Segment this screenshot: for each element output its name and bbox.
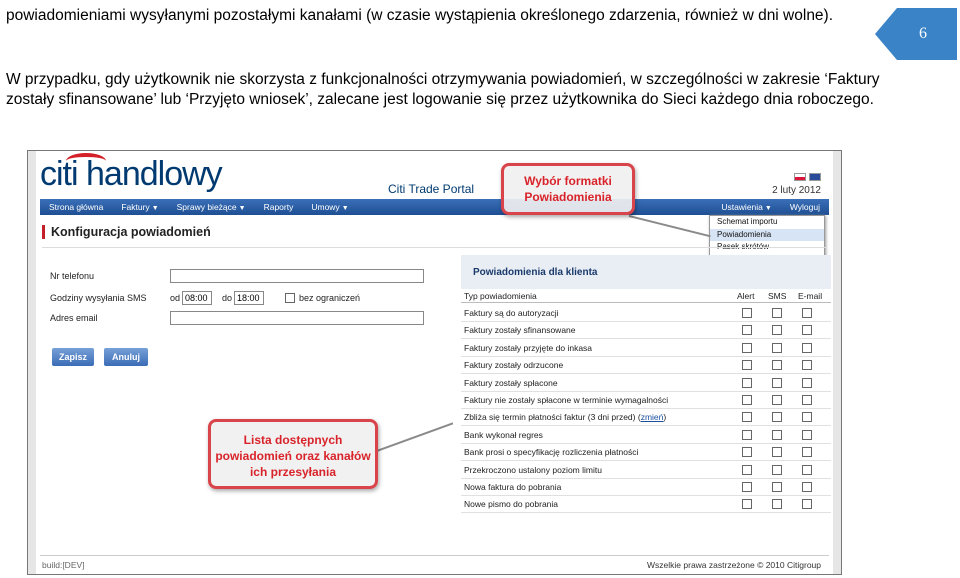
alert-checkbox[interactable] [742, 343, 752, 353]
menu-item-notifications[interactable]: Powiadomienia [710, 229, 824, 242]
table-row [461, 427, 831, 444]
table-row [461, 375, 831, 392]
row-label [464, 325, 576, 335]
alert-checkbox[interactable] [742, 482, 752, 492]
row-label-text: Nowa faktura do pobrania [464, 482, 562, 492]
row-label [464, 482, 561, 492]
callout-bottom-text: Lista dostępnych powiadomień oraz kanałów ich przesyłania [215, 433, 371, 479]
row-label-text: Faktury zostały sfinansowane [464, 325, 576, 336]
nav-contracts[interactable] [302, 202, 357, 212]
sms-checkbox[interactable] [772, 378, 782, 388]
cancel-button[interactable]: Anuluj [104, 348, 148, 366]
row-label-text: Bank wykonał regres [464, 429, 543, 440]
sms-checkbox[interactable] [772, 360, 782, 370]
nav-logout[interactable]: Wyloguj [789, 202, 820, 212]
email-checkbox[interactable] [802, 430, 812, 440]
sms-hours-label: Godziny wysyłania SMS [50, 293, 147, 303]
email-checkbox[interactable] [802, 499, 812, 509]
from-label: od [170, 293, 181, 303]
main-nav [40, 199, 829, 215]
alert-checkbox[interactable] [742, 499, 752, 509]
nav-invoices[interactable] [112, 202, 167, 212]
row-label [464, 430, 543, 440]
page-number: 6 [919, 25, 927, 42]
table-row [461, 479, 831, 496]
email-checkbox[interactable] [802, 325, 812, 335]
panel-title: Powiadomienia dla klienta [473, 267, 598, 278]
app-screenshot [27, 150, 842, 575]
save-button[interactable]: Zapisz [52, 348, 94, 366]
col-type: Typ powiadomienia [464, 291, 537, 301]
divider [42, 247, 827, 248]
english-flag-icon[interactable] [809, 173, 821, 181]
email-checkbox[interactable] [802, 395, 812, 405]
to-label: do [222, 293, 233, 303]
table-header [461, 291, 831, 303]
table-row [461, 305, 831, 322]
sms-checkbox[interactable] [772, 447, 782, 457]
row-label-text: Zbliża się termin płatności faktur (3 dni przed) [464, 412, 636, 423]
nav-current-matters[interactable] [168, 202, 255, 212]
row-label [464, 308, 558, 318]
alert-checkbox[interactable] [742, 378, 752, 388]
nav-settings[interactable] [712, 202, 781, 212]
email-checkbox[interactable] [802, 308, 812, 318]
row-label-text: Faktury nie zostały spłacone w terminie wymagalności [464, 395, 669, 405]
sms-checkbox[interactable] [772, 465, 782, 475]
row-label-text: Faktury zostały spłacone [464, 377, 558, 388]
row-label [464, 465, 602, 475]
email-checkbox[interactable] [802, 360, 812, 370]
email-checkbox[interactable] [802, 447, 812, 457]
callout-bottom [208, 419, 378, 489]
sms-checkbox[interactable] [772, 343, 782, 353]
nav-contracts-label: Umowy [311, 202, 340, 212]
current-date: 2 luty 2012 [772, 185, 821, 196]
row-label-text: Faktury zostały przyjęte do inkasa [464, 342, 593, 353]
phone-input[interactable] [170, 269, 424, 283]
email-checkbox[interactable] [802, 378, 812, 388]
no-limit-label: bez ograniczeń [299, 293, 361, 303]
chevron-down-icon: ▼ [764, 205, 772, 212]
paragraph-1: powiadomieniami wysyłanymi pozostałymi kanałami (w czasie wystąpienia określonego zdarzenia, również w dni wolne). [6, 7, 834, 24]
callout-top-text: Wybór formatki Powiadomienia [524, 174, 612, 204]
row-label [464, 343, 592, 353]
citi-logo [40, 155, 222, 194]
table-row [461, 462, 831, 479]
language-flags [791, 173, 821, 183]
row-label [464, 360, 563, 370]
row-label-text: Przekroczono ustalony poziom limitu [464, 464, 602, 475]
sms-checkbox[interactable] [772, 412, 782, 422]
nav-settings-label: Ustawienia [721, 202, 763, 212]
polish-flag-icon[interactable] [794, 173, 806, 181]
chevron-down-icon: ▼ [151, 205, 159, 212]
table-row [461, 340, 831, 357]
table-row [461, 392, 831, 409]
callout-top-pointer [629, 215, 711, 237]
email-input[interactable] [170, 311, 424, 325]
copyright: Wszelkie prawa zastrzeżone © 2010 Citigroup [647, 560, 821, 570]
callout-bottom-pointer [374, 422, 454, 453]
paragraph-2: W przypadku, gdy użytkownik nie skorzysta z funkcjonalności otrzymywania powiadomień, w szczególności w zakresie ‘Faktury zostały sfinansowane’ lub ‘Przyjęto wniosek’, zalecane jest logowanie się przez użytkownika do Sieci każdego dnia roboczego. [6, 71, 880, 108]
logo-text: citi handlowy [40, 155, 222, 193]
alert-checkbox[interactable] [742, 447, 752, 457]
chevron-down-icon: ▼ [341, 205, 349, 212]
table-row [461, 322, 831, 339]
sms-checkbox[interactable] [772, 325, 782, 335]
table-row [461, 444, 831, 461]
nav-home[interactable]: Strona główna [49, 202, 104, 212]
row-label [464, 395, 668, 405]
row-label [464, 447, 638, 457]
email-checkbox[interactable] [802, 482, 812, 492]
to-time-input[interactable] [234, 291, 264, 305]
email-label: Adres email [50, 313, 98, 323]
row-label [464, 378, 558, 388]
email-checkbox[interactable] [802, 412, 812, 422]
alert-checkbox[interactable] [742, 325, 752, 335]
alert-checkbox[interactable] [742, 430, 752, 440]
alert-checkbox[interactable] [742, 360, 752, 370]
nav-reports[interactable]: Raporty [263, 202, 294, 212]
row-label: Zbliża się termin płatności faktur (3 dni przed) (zmień) [464, 412, 667, 423]
page-number-badge [875, 8, 957, 60]
callout-top [501, 163, 635, 215]
table-row [461, 357, 831, 374]
alert-checkbox[interactable] [742, 465, 752, 475]
col-sms: SMS [768, 291, 787, 301]
sms-checkbox[interactable] [772, 499, 782, 509]
alert-checkbox[interactable] [742, 395, 752, 405]
email-checkbox[interactable] [802, 465, 812, 475]
alert-checkbox[interactable] [742, 412, 752, 422]
col-alert: Alert [737, 291, 755, 301]
portal-name: Citi Trade Portal [388, 182, 475, 196]
row-label [464, 499, 558, 509]
col-email: E-mail [798, 291, 823, 301]
row-label-text: Nowe pismo do pobrania [464, 499, 559, 510]
row-label-text: Faktury zostały odrzucone [464, 360, 564, 371]
no-limit-checkbox[interactable] [285, 293, 295, 303]
from-time-input[interactable] [182, 291, 212, 305]
row-label-text: Bank prosi o specyfikację rozliczenia płatności [464, 447, 639, 458]
sms-checkbox[interactable] [772, 395, 782, 405]
build-label: build:[DEV] [42, 560, 85, 570]
table-row [461, 409, 831, 426]
app-window [36, 151, 833, 575]
menu-item-import-schema[interactable]: Schemat importu [717, 217, 778, 226]
phone-label: Nr telefonu [50, 271, 95, 281]
nav-current-label: Sprawy bieżące [176, 202, 237, 212]
citi-arc-icon [66, 153, 106, 169]
email-checkbox[interactable] [802, 343, 812, 353]
sms-checkbox[interactable] [772, 482, 782, 492]
nav-invoices-label: Faktury [121, 202, 150, 212]
chevron-down-icon: ▼ [238, 205, 246, 212]
sms-checkbox[interactable] [772, 308, 782, 318]
row-label-text: Faktury są do autoryzacji [464, 308, 559, 318]
sms-checkbox[interactable] [772, 430, 782, 440]
table-row [461, 496, 831, 513]
change-link[interactable]: zmień [640, 412, 664, 423]
page-title: Konfiguracja powiadomień [42, 225, 211, 239]
alert-checkbox[interactable] [742, 308, 752, 318]
footer-divider [40, 555, 829, 556]
